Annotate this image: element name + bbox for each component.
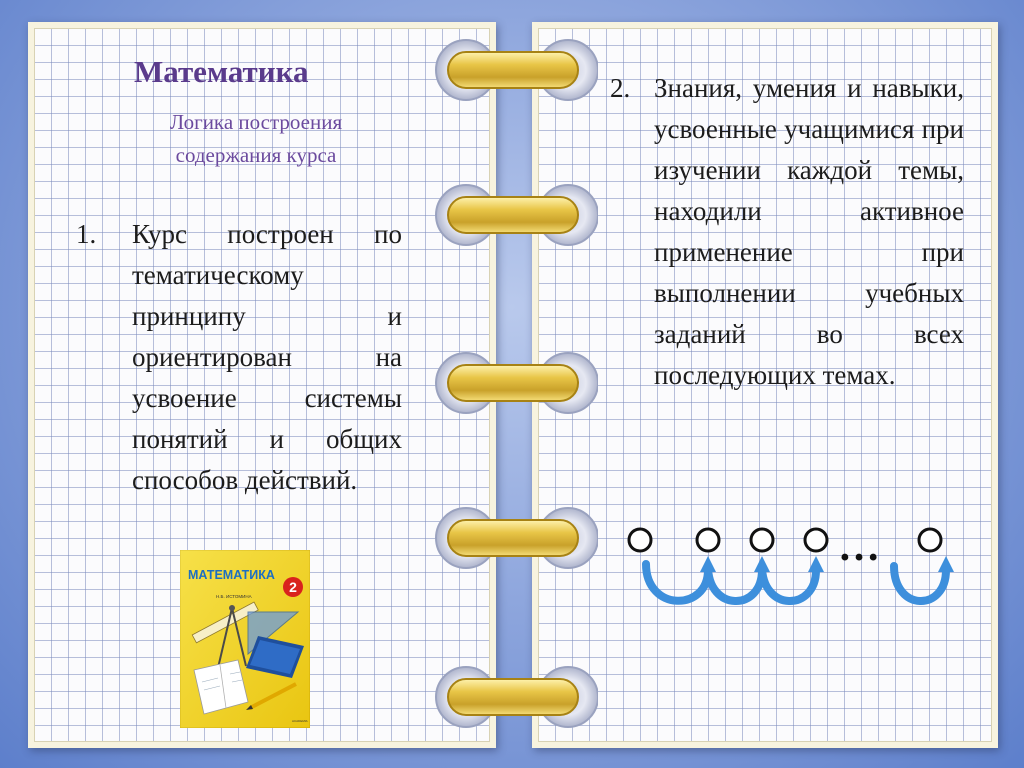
list-item-1-text: Курс построен по тематическому принципу и ориентирован на усвоение системы понятий и общих способов действий. — [132, 219, 402, 495]
sequence-ellipsis: … — [838, 524, 880, 570]
sequence-node-4 — [805, 529, 827, 551]
list-item-2 — [610, 68, 964, 396]
sequence-node-2 — [697, 529, 719, 551]
textbook-grade: 2 — [289, 579, 297, 595]
right-page — [532, 22, 998, 748]
list-item-2-text: Знания, умения и навыки, усвоенные учащимися при изучении каждой темы, находили активное применение при выполнении учебных заданий во всех последующих темах. — [654, 73, 964, 390]
list-item-2-number: 2. — [610, 73, 631, 103]
page-title: Математика — [134, 54, 309, 89]
textbook-cover-image — [180, 550, 310, 728]
topic-sequence-diagram — [612, 520, 962, 620]
sequence-arrow-3 — [762, 566, 816, 601]
left-page — [28, 22, 496, 748]
list-item-1-number: 1. — [76, 219, 97, 249]
textbook-title: МАТЕМАТИКА — [188, 568, 275, 582]
sequence-node-3 — [751, 529, 773, 551]
svg-text:ACADEMIA: ACADEMIA — [292, 719, 308, 723]
sequence-arrow-2 — [708, 566, 762, 601]
sequence-node-1 — [629, 529, 651, 551]
sequence-arrow-4 — [894, 566, 946, 601]
list-item-1 — [76, 214, 402, 501]
page-subtitle: Логика построения содержания курса — [169, 110, 343, 167]
sequence-node-5 — [919, 529, 941, 551]
textbook-author: Н.Б. ИСТОМИНА — [216, 594, 252, 599]
sequence-arrow-1 — [646, 564, 708, 601]
